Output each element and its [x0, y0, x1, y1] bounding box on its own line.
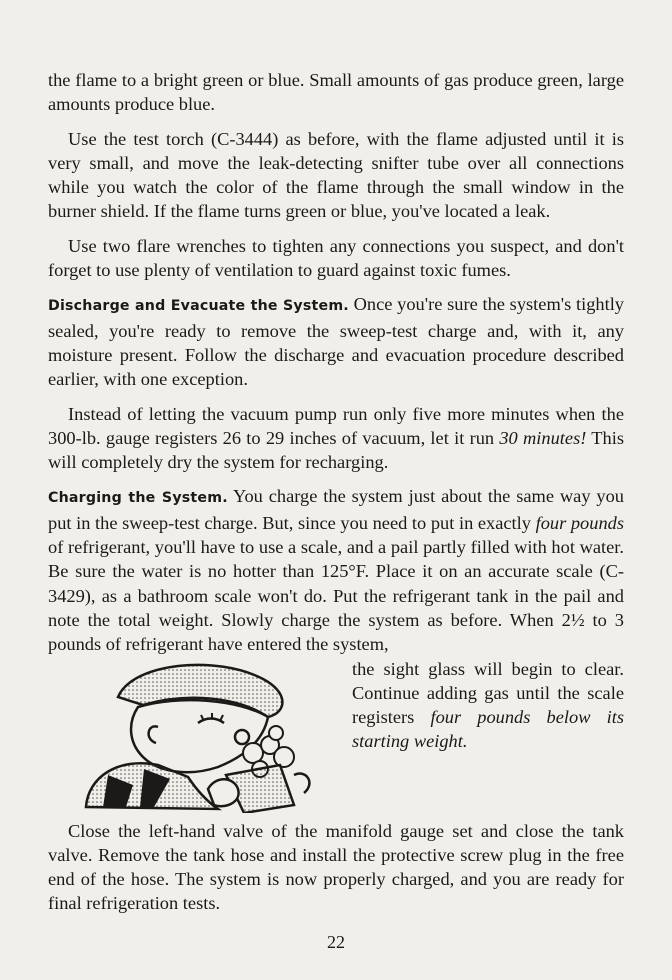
text-run: You charge the system just about the same way you put in the sweep-test charge. But, since you need to put in exactly — [48, 486, 624, 533]
emphasis-30-minutes: 30 minutes! — [499, 427, 587, 448]
paragraph-close-valve: Close the left-hand valve of the manifold gauge set and close the tank valve. Remove the tank hose and install the protective screw plug in the free end of the hose. The system is now properly charged, and you are ready for final refrigeration tests. — [48, 820, 624, 914]
man-drinking-illustration — [48, 657, 338, 813]
page-number: 22 — [327, 932, 345, 952]
emphasis-four-pounds-below: four pounds below its starting weight. — [352, 707, 624, 752]
paragraph-test-torch: Use the test torch (C-3444) as before, with the flame adjusted until it is very small, and move the leak-detecting snifter tube over all connections while you watch the color of the flame through the small window in the burner shield. If the flame turns green or blue, you've located a leak. — [48, 128, 624, 222]
paragraph-flare-wrenches: Use two flare wrenches to tighten any connections you suspect, and don't forget to use plenty of ventilation to guard against toxic fumes. — [48, 235, 624, 281]
paragraph-vacuum-pump — [48, 402, 624, 475]
section-charging — [48, 484, 624, 656]
cartoon-man-icon — [48, 657, 338, 813]
text-run: Instead of letting the vacuum pump run only five more minutes when the 300-lb. gauge registers 26 to 29 inches of vacuum, let it run — [48, 403, 624, 448]
text-run: the sight glass will begin to clear. Continue adding gas until the scale registers — [352, 658, 624, 728]
emphasis-four-pounds: four pounds — [535, 512, 624, 533]
page-body — [48, 68, 624, 926]
illustrated-block — [48, 657, 624, 813]
text-run: This will completely dry the system for recharging. — [48, 427, 624, 473]
paragraph-flame-colors: the flame to a bright green or blue. Small amounts of gas produce green, large amounts produce blue. — [48, 70, 624, 115]
section-heading-charging: Charging the System. — [48, 490, 228, 507]
section-text-discharge: Once you're sure the system's tightly sealed, you're ready to remove the sweep-test charge and, with it, any moisture present. Follow the discharge and evacuation procedure described earlier, with one exception. — [48, 294, 624, 390]
section-discharge — [48, 292, 624, 391]
text-run: of refrigerant, you'll have to use a scale, and a pail partly filled with hot water. Be sure the water is no hotter than 125°F. Place it on an accurate scale (C-3429), as a bathroom scale won't do. Put the refrigerant tank in the pail and note the total weight. Slowly charge the system as before. When 2½ to 3 pounds of refrigerant have entered the system, — [48, 537, 624, 655]
section-heading-discharge: Discharge and Evacuate the System. — [48, 298, 349, 315]
